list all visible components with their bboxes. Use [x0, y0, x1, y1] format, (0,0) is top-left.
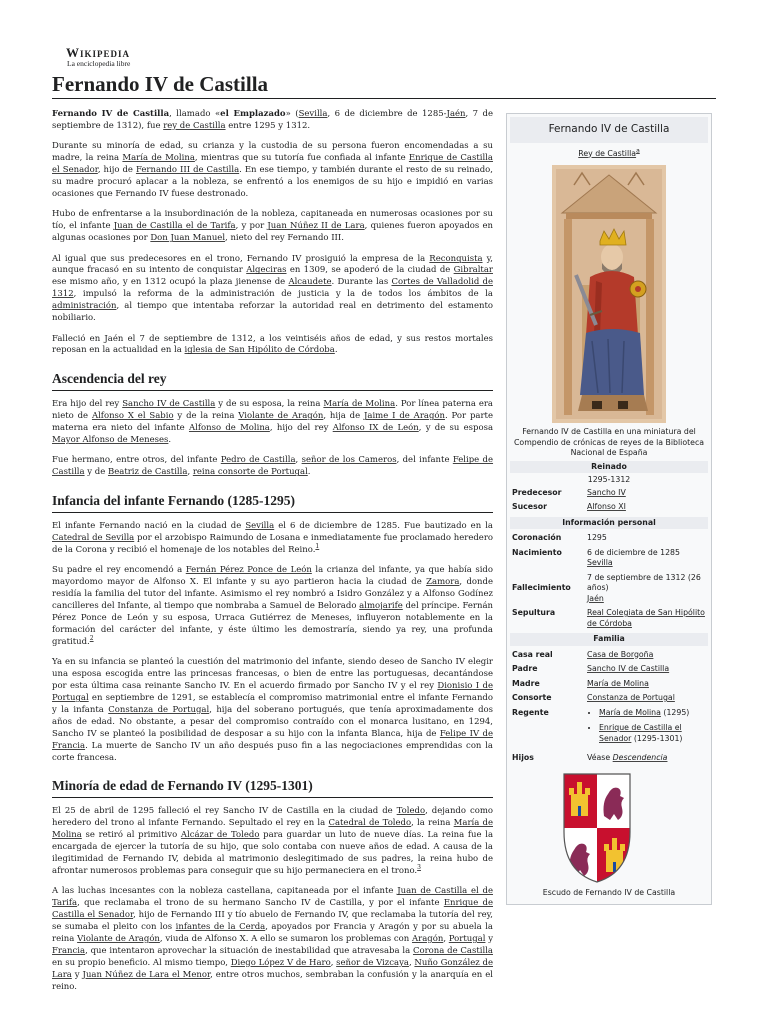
- row-label: Madre: [512, 678, 540, 688]
- coat-of-arms-shield: [562, 772, 632, 884]
- link-maria-de-molina[interactable]: María de Molina: [599, 707, 661, 717]
- link-juan-nunez-ii[interactable]: Juan Núñez II de Lara: [267, 221, 365, 232]
- text: , nieto del rey Fernando III.: [225, 233, 344, 244]
- text: , la reina: [411, 818, 454, 829]
- text: en septiembre de 1291, se establecía el compromiso matrimonial entre el infante Fernando y la infanta: [52, 693, 493, 715]
- link-jaime-i[interactable]: Jaime I de Aragón: [363, 411, 445, 422]
- text: El infante Fernando nació en la ciudad de: [52, 521, 246, 532]
- link-violante-de-aragon[interactable]: Violante de Aragón: [238, 411, 324, 422]
- link-catedral-sevilla[interactable]: Catedral de Sevilla: [52, 533, 135, 544]
- link-juan-de-tarifa[interactable]: Juan de Castilla el de Tarifa: [113, 221, 236, 232]
- text: Hubo de enfrentarse a la insubordinación de la nobleza, capitaneada en numerosas ocasiones por su tío, el infante: [52, 209, 493, 232]
- text: para guardar un luto de nueve días. La reina fue la encargada de ejercer la tutoría de su hijo, que solo contaba con nueve años de edad. A causa de la ilegitimidad de Fernando IV, debida al matrimonio deslegitimado de sus padres, la reina hubo de afrontar numerosos problemas para conseguir que su hijo permaneciera en el trono.: [52, 830, 494, 876]
- text: se retiró al primitivo: [81, 830, 181, 841]
- infancia-paragraph-3: [52, 657, 493, 764]
- infobox-title: Fernando IV de Castilla: [510, 117, 708, 143]
- link-don-juan-manuel[interactable]: Don Juan Manuel: [150, 233, 226, 244]
- row-label: Padre: [512, 664, 538, 673]
- text: en 1309, se apoderó de la ciudad de: [286, 265, 454, 276]
- text: por el arzobispo Raimundo de Losana e inmediatamente fue proclamado heredero de la Corona y recibió el homenaje de los notables del Reino.: [52, 533, 494, 556]
- text: y de la reina: [173, 411, 239, 422]
- link-juan-de-tarifa[interactable]: Juan de Castilla el de Tarifa: [52, 886, 493, 909]
- link-pedro-de-castilla[interactable]: Pedro de Castilla: [220, 455, 296, 466]
- link-infantes-cerda[interactable]: infantes de la Cerda: [175, 922, 266, 933]
- section-heading-minoria: Minoría de edad de Fernando IV (1295-1301): [52, 778, 493, 798]
- link-maria-de-molina[interactable]: María de Molina: [122, 153, 195, 164]
- row-casa-real: [510, 648, 708, 663]
- text: Véase: [587, 753, 611, 762]
- text: (1295): [663, 707, 690, 717]
- link-san-hipolito[interactable]: Real Colegiata de San Hipólito de Córdoba: [587, 608, 705, 628]
- text: en su propio beneficio. Al mismo tiempo,: [52, 957, 231, 968]
- text: , 7 de septiembre de 1312), fue: [52, 109, 493, 131]
- text: , hijo del rey: [269, 423, 333, 434]
- text: , 6 de diciembre de 1285-: [327, 109, 447, 119]
- text: ,: [295, 455, 302, 466]
- link-jaen[interactable]: Jaén: [446, 109, 466, 119]
- row-padre: [510, 662, 708, 677]
- text: , viuda de Alfonso X. A ello se sumaron los problemas con: [159, 934, 412, 945]
- note-a[interactable]: a: [636, 146, 640, 154]
- coat-of-arms-caption: Escudo de Fernando IV de Castilla: [542, 887, 676, 897]
- row-label: Consorte: [512, 693, 552, 702]
- link-jaen[interactable]: Jaén: [587, 593, 604, 603]
- row-label: Regente: [512, 707, 549, 717]
- link-felipe-iv-francia[interactable]: Felipe IV de Francia: [52, 728, 493, 751]
- section-heading-ascendencia: Ascendencia del rey: [52, 371, 493, 391]
- row-label: Sepultura: [512, 608, 556, 617]
- row-label: Sucesor: [512, 502, 547, 511]
- infobox-role: [510, 146, 708, 160]
- reference-2[interactable]: 2: [89, 635, 94, 643]
- row-label: Predecesor: [512, 487, 562, 497]
- link-fernando-iii[interactable]: Fernando III de Castilla: [135, 165, 240, 176]
- ascendencia-paragraph-2: [52, 455, 493, 479]
- text: Era hijo del rey: [52, 399, 123, 410]
- row-consorte: [510, 691, 708, 706]
- article-content: [52, 109, 716, 994]
- infobox: [506, 113, 712, 905]
- reference-3[interactable]: 3: [417, 864, 421, 872]
- text: , entre otros muchos, sembraban la confusión y la anarquía en el reino.: [52, 969, 493, 992]
- link-sevilla[interactable]: Sevilla: [587, 558, 613, 567]
- text: y: [71, 969, 83, 980]
- link-sancho-iv[interactable]: Sancho IV: [587, 487, 626, 497]
- text: y: [485, 934, 494, 945]
- row-label: Hijos: [512, 753, 534, 762]
- link-enrique-senador[interactable]: Enrique de Castilla el Senador: [52, 898, 493, 921]
- minoria-paragraph-1: [52, 806, 493, 877]
- link-toledo[interactable]: Toledo: [396, 806, 426, 817]
- text: , donde residía la familia del tutor del infante. Asimismo el rey nombró a Isidro González y a Alfonso Godínez cancilleres del Infante, al tiempo que nombraba a Samuel de Belorado: [52, 577, 493, 612]
- link-beatriz-de-castilla[interactable]: Beatriz de Castilla: [107, 467, 188, 478]
- text: , llamado «: [169, 109, 221, 119]
- link-francia[interactable]: Francia: [52, 945, 86, 956]
- link-alfonso-ix[interactable]: Alfonso IX de León: [332, 423, 419, 434]
- article-page: [52, 46, 716, 994]
- link-nuno-gonzalez-lara[interactable]: Nuño González de Lara: [52, 957, 493, 980]
- infancia-paragraph-2: [52, 565, 493, 648]
- text: , apoyados por Francia y Aragón y por su abuela la reina: [52, 922, 493, 945]
- row-hijos: [510, 751, 708, 766]
- text: Durante su minoría de edad, su crianza y la custodia de su persona fueron encomendadas a su madre, la reina: [52, 141, 493, 164]
- section-heading-infancia: Infancia del infante Fernando (1285-1295): [52, 493, 493, 513]
- link-algeciras[interactable]: Algeciras: [246, 265, 287, 276]
- text: (1295-1301): [633, 733, 683, 743]
- text: , mientras que su tutoría fue confiada al infante: [194, 153, 409, 164]
- intro-paragraph-5: [52, 334, 493, 358]
- text: . Por parte materna era nieto del infante: [52, 411, 493, 434]
- row-sepultura: [510, 606, 708, 631]
- link-catedral-toledo[interactable]: Catedral de Toledo: [328, 818, 412, 829]
- intro-paragraph-3: [52, 209, 493, 245]
- minoria-paragraph-2: [52, 886, 493, 993]
- link-reina-consorte[interactable]: reina consorte de Portugal: [192, 467, 308, 478]
- link-alcaudete[interactable]: Alcaudete: [288, 277, 332, 288]
- row-label: Nacimiento: [512, 547, 562, 557]
- text: . Durante las: [331, 277, 392, 288]
- link-sevilla[interactable]: Sevilla: [245, 521, 275, 532]
- text: » (: [285, 109, 299, 119]
- link-sancho-iv[interactable]: Sancho IV de Castilla: [122, 399, 216, 410]
- link-maria-de-molina[interactable]: María de Molina: [587, 678, 649, 688]
- list-item: [599, 708, 708, 719]
- text: y, aunque fracasó en su intento de conquistar: [52, 253, 493, 276]
- link-aragon[interactable]: Aragón: [412, 934, 444, 945]
- text: Su padre el rey encomendó a: [52, 565, 186, 576]
- row-sucesor: [510, 500, 708, 515]
- article-body: [52, 109, 493, 878]
- link-rey-de-castilla[interactable]: Rey de Castilla: [578, 148, 637, 158]
- reference-1[interactable]: 1: [315, 543, 320, 551]
- portrait-image[interactable]: [552, 165, 666, 423]
- text: .: [168, 435, 172, 446]
- infobox-section-reinado: Reinado: [510, 461, 708, 474]
- link-corona-castilla[interactable]: Corona de Castilla: [412, 945, 493, 956]
- king-miniature-illustration: [552, 165, 666, 423]
- row-value: 1295: [587, 533, 607, 542]
- link-alfonso-de-molina[interactable]: Alfonso de Molina: [188, 423, 270, 434]
- text: Falleció en Jaén el 7 de septiembre de 1312, a los veintiséis años de edad, y sus restos mortales reposan en la actualidad en la: [52, 333, 493, 356]
- row-madre: [510, 677, 708, 692]
- text: A las luchas incesantes con la nobleza castellana, capitaneada por el infante: [52, 886, 398, 897]
- text: . Por línea paterna era nieto de: [52, 399, 494, 422]
- link-cortes-valladolid[interactable]: Cortes de Valladolid de 1312: [52, 277, 493, 300]
- text: , impulsó la reforma de la administración de justicia y la de todos los ámbitos de la: [73, 289, 493, 300]
- text: , hija de: [323, 411, 364, 422]
- row-coronacion: [510, 531, 708, 546]
- text: , hijo de Fernando III y tío abuelo de Fernando IV, que reclamaba la tutoría del rey, se sumaba el pleito con los: [52, 910, 493, 933]
- text: , y de su esposa: [418, 423, 494, 434]
- link-constanza-de-portugal[interactable]: Constanza de Portugal: [108, 704, 210, 715]
- link-diego-lopez-haro[interactable]: Diego López V de Haro: [230, 957, 331, 968]
- text: .: [334, 345, 338, 356]
- row-label: Coronación: [512, 533, 562, 542]
- text: entre 1295 y 1312.: [225, 120, 311, 131]
- link-portugal[interactable]: Portugal: [448, 934, 486, 945]
- row-value: 6 de diciembre de 1285: [587, 547, 680, 557]
- text: ,: [330, 957, 337, 968]
- link-constanza-de-portugal[interactable]: Constanza de Portugal: [587, 693, 675, 702]
- text: , dejando como heredero del trono al infante Fernando. Sepultado el rey en la: [52, 806, 493, 829]
- row-label: Fallecimiento: [512, 583, 571, 592]
- text: y de su esposa, la reina: [215, 399, 324, 410]
- link-enrique-senador[interactable]: Enrique de Castilla el Senador: [52, 153, 493, 176]
- link-zamora[interactable]: Zamora: [426, 577, 460, 588]
- link-descendencia[interactable]: Descendencia: [612, 753, 668, 762]
- intro-paragraph-4: [52, 254, 493, 325]
- link-administracion[interactable]: administración: [52, 301, 117, 312]
- text: , hija del soberano portugués, que tenía aproximadamente dos años de edad. No obstante, a pesar del compromiso contraído con el monarca lusitano, en 1294, Sancho IV se planteó la posibilidad de desposar a su hijo con la infanta Blanca, hija de: [52, 704, 494, 739]
- text: , al tiempo que intentaba reforzar la autoridad real en detrimento del estamento nobiliario.: [52, 301, 493, 324]
- infobox-section-familia: Familia: [510, 633, 708, 646]
- link-reconquista[interactable]: Reconquista: [429, 253, 483, 264]
- intro-paragraph-1: [52, 109, 493, 133]
- text: , que intentaron aprovechar la situación de inestabilidad que atravesaba la: [85, 945, 413, 956]
- intro-paragraph-2: [52, 141, 493, 201]
- link-juan-nunez-menor[interactable]: Juan Núñez de Lara el Menor: [82, 969, 211, 980]
- link-felipe-de-castilla[interactable]: Felipe de Castilla: [52, 455, 494, 478]
- text: del príncipe. Fernán Pérez Ponce de León y su esposa, Urraca Gutiérrez de Meneses, influyeron notablemente en la formación del carácter del infante, y éste último les demostraría, siendo ya rey, una profunda gratitud.: [52, 601, 493, 647]
- text: Al igual que sus predecesores en el trono, Fernando IV prosiguió la empresa de la: [52, 253, 430, 264]
- infancia-paragraph-1: [52, 521, 493, 557]
- row-regente: [510, 706, 708, 752]
- text: ,: [187, 467, 193, 478]
- text: Ya en su infancia se planteó la cuestión del matrimonio del infante, siendo deseo de Sancho IV elegir una esposa escogida entre las princesas francesas, o bien de entre las portuguesas, decantándose por esta última casa reinante Sancho IV. En el acuerdo firmado por Sancho IV y el rey: [52, 657, 493, 692]
- logo-tagline: La enciclopedia libre: [67, 59, 131, 68]
- list-item: [599, 723, 708, 744]
- link-maria-de-molina[interactable]: María de Molina: [323, 399, 396, 410]
- text: ,: [408, 957, 415, 968]
- link-san-hipolito[interactable]: iglesia de San Hipólito de Córdoba: [184, 345, 335, 356]
- link-enrique-senador[interactable]: Enrique de Castilla el Senador: [599, 723, 682, 743]
- text: , del infante: [396, 455, 453, 466]
- link-gibraltar[interactable]: Gibraltar: [453, 265, 493, 276]
- row-nacimiento: [510, 546, 708, 571]
- link-mayor-alfonso[interactable]: Mayor Alfonso de Meneses: [52, 435, 169, 446]
- text: ese mismo año, y en 1312 ocupó la plaza jienense de: [52, 277, 289, 288]
- page-title: Fernando IV de Castilla: [52, 72, 716, 99]
- portrait-caption: Fernando IV de Castilla en una miniatura del Compendio de crónicas de reyes de la Biblioteca Nacional de España: [513, 427, 705, 457]
- text: Fue hermano, entre otros, del infante: [52, 455, 221, 466]
- link-senor-cameros[interactable]: señor de los Cameros: [301, 455, 397, 466]
- text: la crianza del infante, ya que había sido mayordomo mayor de Alfonso X. El infante y su ayo partieron hacia la ciudad de: [52, 565, 493, 588]
- text: El 25 de abril de 1295 falleció el rey Sancho IV de Castilla en la ciudad de: [52, 806, 397, 817]
- link-rey-de-castilla[interactable]: rey de Castilla: [163, 120, 226, 131]
- text: , que reclamaba el trono de su hermano Sancho IV de Castilla, y por el infante: [77, 898, 444, 909]
- link-maria-de-molina[interactable]: María de Molina: [52, 818, 493, 841]
- link-almojarife[interactable]: almojarife: [359, 601, 403, 612]
- row-predecesor: [510, 486, 708, 501]
- text: el 6 de diciembre de 1285. Fue bautizado en la: [274, 521, 493, 532]
- reign-dates: 1295-1312: [587, 475, 631, 484]
- link-dionisio-i[interactable]: Dionisio I de Portugal: [52, 681, 493, 704]
- wikipedia-logo[interactable]: [66, 46, 716, 68]
- text: .: [307, 467, 311, 478]
- ascendencia-paragraph-1: [52, 399, 493, 447]
- link-sancho-iv[interactable]: Sancho IV de Castilla: [587, 664, 670, 673]
- link-alfonso-xi[interactable]: Alfonso XI: [587, 502, 626, 511]
- link-alfonso-x[interactable]: Alfonso X el Sabio: [91, 411, 174, 422]
- text: ,: [443, 934, 449, 945]
- bold-name: Fernando IV de Castilla: [52, 109, 170, 119]
- bold-nickname: el Emplazado: [220, 109, 286, 119]
- link-alcazar-toledo[interactable]: Alcázar de Toledo: [180, 830, 260, 841]
- text: , y por: [235, 221, 268, 232]
- text: . La muerte de Sancho IV un año después puso fin a las negociaciones emprendidas con la corte francesa.: [52, 740, 493, 763]
- link-sevilla[interactable]: Sevilla: [298, 109, 328, 119]
- row-value: 7 de septiembre de 1312 (26 años): [587, 572, 701, 592]
- text: , hijo de: [97, 165, 136, 176]
- link-senor-vizcaya[interactable]: señor de Vizcaya: [336, 957, 409, 968]
- coat-of-arms-image[interactable]: [562, 772, 632, 884]
- link-casa-borgona[interactable]: Casa de Borgoña: [587, 649, 654, 659]
- text: . En ese tiempo, y también durante el resto de su reinado, su madre procuró aplacar a la nobleza, se enfrentó a los enemigos de su hijo e impidió en varias ocasiones que Fernando IV fuese destronado.: [52, 165, 493, 199]
- row-fallecimiento: [510, 571, 708, 607]
- logo-wordmark: Wikipedia: [66, 45, 131, 60]
- infobox-section-personal: Información personal: [510, 517, 708, 530]
- link-violante-de-aragon[interactable]: Violante de Aragón: [77, 934, 160, 945]
- text: , quienes fueron apoyados en algunas ocasiones por: [52, 221, 493, 244]
- text: y de: [84, 467, 108, 478]
- link-fernan-perez-ponce[interactable]: Fernán Pérez Ponce de León: [185, 565, 312, 576]
- row-label: Casa real: [512, 649, 553, 659]
